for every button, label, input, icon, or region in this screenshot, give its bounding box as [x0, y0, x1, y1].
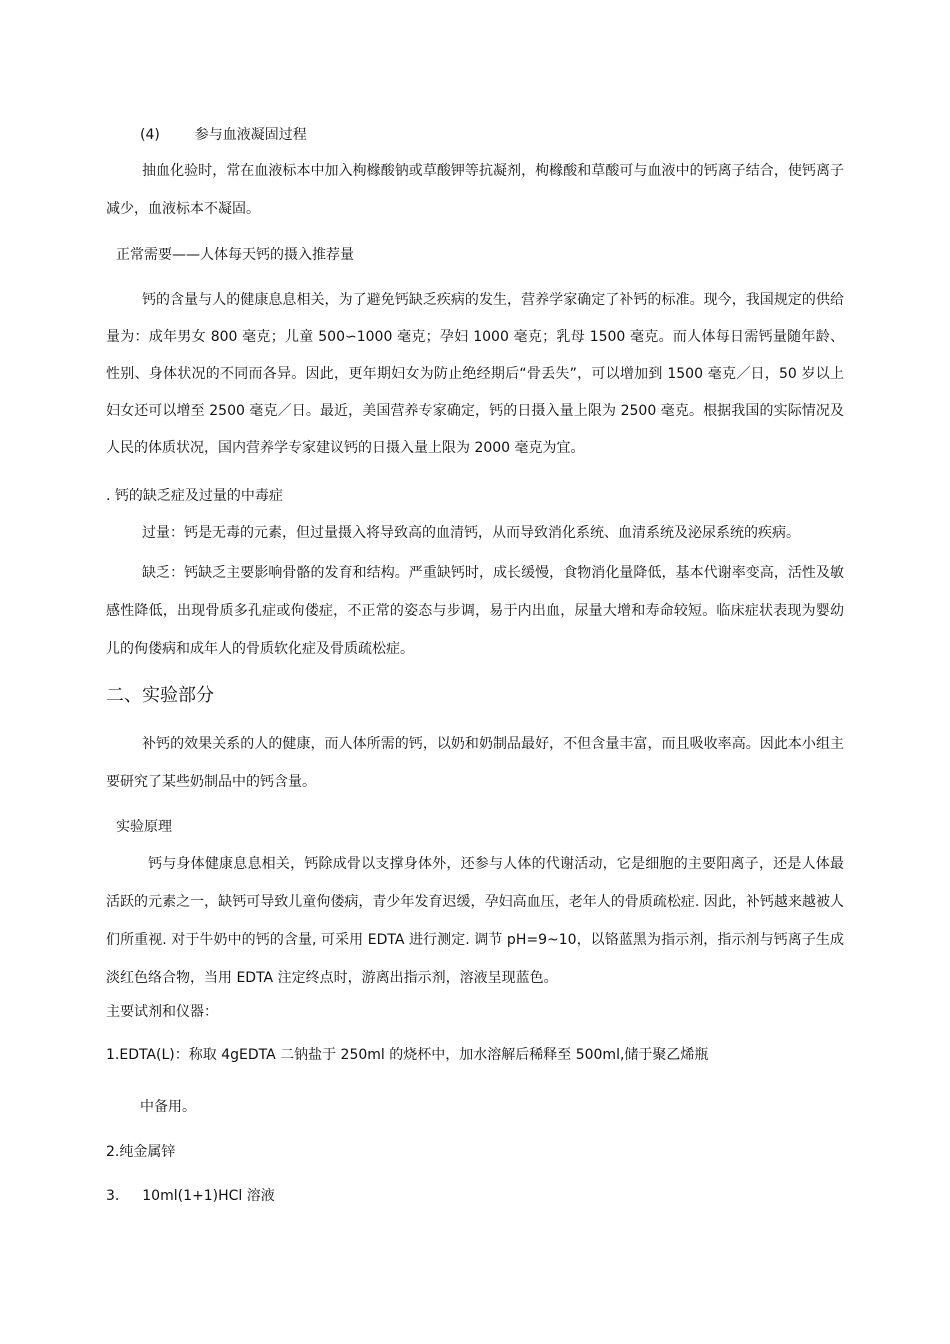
section-item-4	[140, 125, 307, 145]
subheading-intake: 正常需要——人体每天钙的摄入推荐量	[116, 247, 354, 263]
reagent-item-1: 1.EDTA(L)：称取 4gEDTA 二钠盐于 250ml 的烧杯中，加水溶解后稀释至 500ml,储于聚乙烯瓶	[106, 1047, 709, 1063]
paragraph-principle: 钙与身体健康息息相关，钙除成骨以支撑身体外，还参与人体的代谢活动，它是细胞的主要阳离子，还是人体最活跃的元素之一，缺钙可导致儿童佝偻病，青少年发育迟缓，孕妇高血压，老年人的骨质疏松症. 因此，补钙越来越被人们所重视. 对于牛奶中的钙的含量, 可采用 EDTA 进行测定. 调节 pH=9~10，以铬蓝黑为指示剂，指示剂与钙离子生成淡红色络合物，当用 EDTA 注定终点时，游离出指示剂，溶液呈现蓝色。	[106, 856, 844, 986]
paragraph-intake: 钙的含量与人的健康息息相关，为了避免钙缺乏疾病的发生，营养学家确定了补钙的标准。现今，我国规定的供给量为：成年男女 800 毫克；儿童 500∽1000 毫克；孕妇 1000 毫克；乳母 1500 毫克。而人体每日需钙量随年龄、性别、身体状况的不同而各异。因此，更年期妇女为防止绝经期后“骨丢失”，可以增加到 1500 毫克／日，50 岁以上妇女还可以增至 2500 毫克／日。最近，美国营养专家确定，钙的日摄入量上限为 2500 毫克。根据我国的实际情况及人民的体质状况，国内营养学专家建议钙的日摄入量上限为 2000 毫克为宜。	[106, 292, 844, 456]
reagent-item-3	[106, 1186, 275, 1206]
reagent-item-2: 2.纯金属锌	[106, 1144, 176, 1160]
section-heading-experiment: 二、实验部分	[106, 685, 214, 706]
item-text: 10ml(1+1)HCl 溶液	[142, 1188, 275, 1204]
reagents-heading: 主要试剂和仪器：	[106, 1004, 218, 1020]
subheading-deficiency: . 钙的缺乏症及过量的中毒症	[106, 488, 283, 504]
paragraph-anticoagulant: 抽血化验时，常在血液标本中加入枸橼酸钠或草酸钾等抗凝剂，枸橼酸和草酸可与血液中的钙离子结合，使钙离子减少，血液标本不凝固。	[106, 163, 844, 217]
item-number: (4)	[140, 127, 160, 143]
reagent-item-1-continued: 中备用。	[140, 1099, 196, 1115]
paragraph-excess: 过量：钙是无毒的元素，但过量摄入将导致高的血清钙，从而导致消化系统、血清系统及泌尿系统的疾病。	[142, 525, 800, 541]
paragraph-experiment-intro: 补钙的效果关系的人的健康，而人体所需的钙，以奶和奶制品最好，不但含量丰富，而且吸收率高。因此本小组主要研究了某些奶制品中的钙含量。	[106, 736, 844, 790]
paragraph-deficiency: 缺乏：钙缺乏主要影响骨骼的发育和结构。严重缺钙时，成长缓慢，食物消化量降低，基本代谢率变高，活性及敏感性降低，出现骨质多孔症或佝偻症，不正常的姿态与步调，易于内出血，尿量大增和寿命较短。临床症状表现为婴幼儿的佝偻病和成年人的骨质软化症及骨质疏松症。	[106, 565, 844, 657]
item-number: 3.	[106, 1188, 120, 1204]
subheading-principle: 实验原理	[116, 819, 172, 835]
item-title: 参与血液凝固过程	[194, 127, 307, 143]
